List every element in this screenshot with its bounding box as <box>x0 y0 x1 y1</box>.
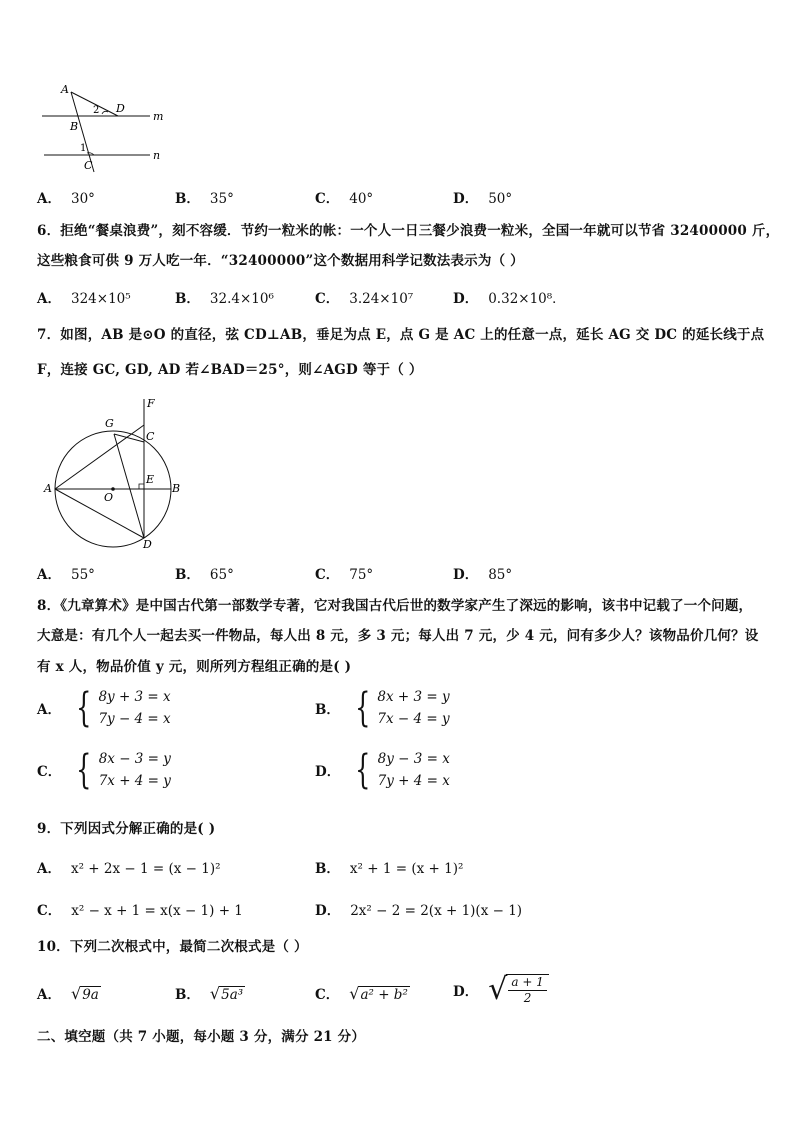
brace-icon: { <box>76 685 92 731</box>
q5-label-m: m <box>153 110 164 123</box>
q7-text-line1: 7．如图，AB 是⊙O 的直径，弦 CD⊥AB，垂足为点 E，点 G 是 AC 上的任意一点，延长 AG 交 DC 的延长线于点 <box>37 327 765 343</box>
q7-label-b: B <box>172 482 181 495</box>
q7-text-line2: F，连接 GC, GD, AD 若∠BAD＝25°，则∠AGD 等于（ ） <box>37 362 423 378</box>
equation-2: 7x + 4 = y <box>98 773 171 789</box>
fraction-denominator: 2 <box>523 990 532 1005</box>
radicand: 9a <box>82 987 99 1003</box>
q6-text-line2: 这些粮食可供 9 万人吃一年．“32400000”这个数据用科学记数法表示为（ ） <box>37 253 524 269</box>
q5-angle-1: 1 <box>80 143 87 154</box>
option-text: x² + 1 = (x + 1)² <box>349 861 464 877</box>
option-letter: C． <box>315 567 340 583</box>
radical-body <box>506 974 548 1006</box>
option-text: 2x² − 2 = 2(x + 1)(x − 1) <box>350 903 523 919</box>
q7-option-b[interactable] <box>175 563 234 583</box>
equation-1: 8y + 3 = x <box>98 689 171 705</box>
q5-option-b[interactable] <box>175 187 234 207</box>
radical-icon: √ <box>349 984 360 1003</box>
option-text: 75° <box>349 567 374 583</box>
equation-2: 7y − 4 = x <box>98 711 171 727</box>
q7-option-d[interactable] <box>453 563 512 583</box>
option-letter: C． <box>315 987 340 1003</box>
q10-option-a[interactable] <box>37 983 101 1003</box>
option-letter: C． <box>315 191 340 207</box>
radical-icon: √ <box>70 984 82 1003</box>
option-text: 324×10⁵ <box>70 291 131 307</box>
q9-option-a[interactable] <box>37 857 221 877</box>
q10-text-line1: 10．下列二次根式中，最简二次根式是（ ） <box>37 939 308 955</box>
q10-option-d[interactable] <box>453 972 549 1007</box>
brace-icon: { <box>76 747 92 793</box>
option-letter: D． <box>315 764 341 780</box>
option-letter: A． <box>37 702 61 718</box>
q8-text-line2: 大意是：有几个人一起去买一件物品，每人出 8 元，多 3 元；每人出 7 元，少 4 元，问有多少人？该物品价几何？设 <box>37 628 759 644</box>
q7-option-a[interactable] <box>37 563 95 583</box>
option-letter: B． <box>315 702 340 718</box>
radical-icon: √ <box>488 972 508 1007</box>
option-text: 30° <box>70 191 95 207</box>
option-letter: C． <box>37 764 62 780</box>
option-letter: B． <box>175 191 200 207</box>
q9-option-d[interactable] <box>315 899 522 919</box>
q7-circle-figure <box>38 392 188 552</box>
q10-option-c[interactable] <box>315 983 410 1003</box>
q7-label-d: D <box>143 538 152 551</box>
option-letter: A． <box>37 861 61 877</box>
q5-label-b: B <box>70 120 79 133</box>
equation-1: 8y − 3 = x <box>377 751 450 767</box>
q7-label-a: A <box>44 482 52 495</box>
q6-text-line1: 6．拒绝“餐桌浪费”，刻不容缓．节约一粒米的帐：一个人一日三餐少浪费一粒米，全国一年就可以节省 32400000 斤， <box>37 223 780 239</box>
option-text: 85° <box>488 567 513 583</box>
q7-label-e: E <box>146 473 155 486</box>
option-text: 55° <box>70 567 95 583</box>
option-letter: A． <box>37 567 61 583</box>
option-text: x² − x + 1 = x(x − 1) + 1 <box>71 903 243 919</box>
q5-option-d[interactable] <box>453 187 512 207</box>
option-letter: C． <box>315 291 340 307</box>
option-letter: D． <box>453 567 479 583</box>
q9-option-b[interactable] <box>315 857 463 877</box>
q9-text-line1: 9．下列因式分解正确的是( ) <box>37 821 216 837</box>
option-letter: B． <box>315 861 340 877</box>
radical-icon: √ <box>209 984 221 1003</box>
q5-label-c: C <box>84 159 93 172</box>
fraction-numerator: a + 1 <box>508 975 546 991</box>
option-letter: A． <box>37 191 61 207</box>
q7-label-g: G <box>105 417 114 430</box>
option-letter: D． <box>315 903 341 919</box>
q5-label-a: A <box>61 83 69 96</box>
q7-label-f: F <box>147 397 155 410</box>
q5-figure <box>36 80 176 175</box>
q5-option-c[interactable] <box>315 187 373 207</box>
q8-option-c[interactable] <box>37 748 171 792</box>
option-letter: D． <box>453 191 479 207</box>
brace-icon: { <box>355 747 371 793</box>
option-text: 3.24×10⁷ <box>349 291 414 307</box>
q10-option-b[interactable] <box>175 983 245 1003</box>
equation-1: 8x + 3 = y <box>377 689 450 705</box>
option-letter: D． <box>453 983 479 1000</box>
q5-label-d: D <box>116 102 125 115</box>
option-text: 0.32×10⁸． <box>488 291 566 307</box>
brace-icon: { <box>355 685 371 731</box>
option-letter: D． <box>453 291 479 307</box>
q5-option-a[interactable] <box>37 187 95 207</box>
q5-angle-2: 2 <box>93 105 100 116</box>
equation-1: 8x − 3 = y <box>98 751 171 767</box>
q8-option-a[interactable] <box>37 686 171 730</box>
radicand: a² + b² <box>360 987 408 1003</box>
q8-text-line3: 有 x 人，物品价值 y 元，则所列方程组正确的是( ) <box>37 659 352 675</box>
q6-option-b[interactable] <box>175 287 274 307</box>
option-letter: B． <box>175 291 200 307</box>
option-text: 40° <box>349 191 374 207</box>
option-letter: A． <box>37 987 61 1003</box>
q7-label-c: C <box>146 430 155 443</box>
option-text: 65° <box>209 567 234 583</box>
q7-label-o: O <box>104 491 114 504</box>
q6-option-c[interactable] <box>315 287 413 307</box>
q6-option-a[interactable] <box>37 287 131 307</box>
option-text: 50° <box>488 191 513 207</box>
equation-2: 7y + 4 = x <box>377 773 450 789</box>
q8-option-b[interactable] <box>315 686 450 730</box>
q9-option-c[interactable] <box>37 899 243 919</box>
q8-option-d[interactable] <box>315 748 450 792</box>
radicand: 5a³ <box>221 987 244 1003</box>
option-text: 35° <box>209 191 234 207</box>
q5-label-n: n <box>153 149 161 162</box>
option-text: x² + 2x − 1 = (x − 1)² <box>70 861 221 877</box>
option-text: 32.4×10⁶ <box>209 291 274 307</box>
option-letter: B． <box>175 567 200 583</box>
section-2-title: 二、填空题（共 7 小题，每小题 3 分，满分 21 分） <box>37 1029 366 1045</box>
option-letter: B． <box>175 987 200 1003</box>
q6-option-d[interactable] <box>453 287 566 307</box>
equation-2: 7x − 4 = y <box>377 711 450 727</box>
option-letter: C． <box>37 903 62 919</box>
q7-option-c[interactable] <box>315 563 373 583</box>
option-letter: A． <box>37 291 61 307</box>
q8-text-line1: 8．《九章算术》是中国古代第一部数学专著，它对我国古代后世的数学家产生了深远的影响，该书中记载了一个问题， <box>37 598 753 614</box>
